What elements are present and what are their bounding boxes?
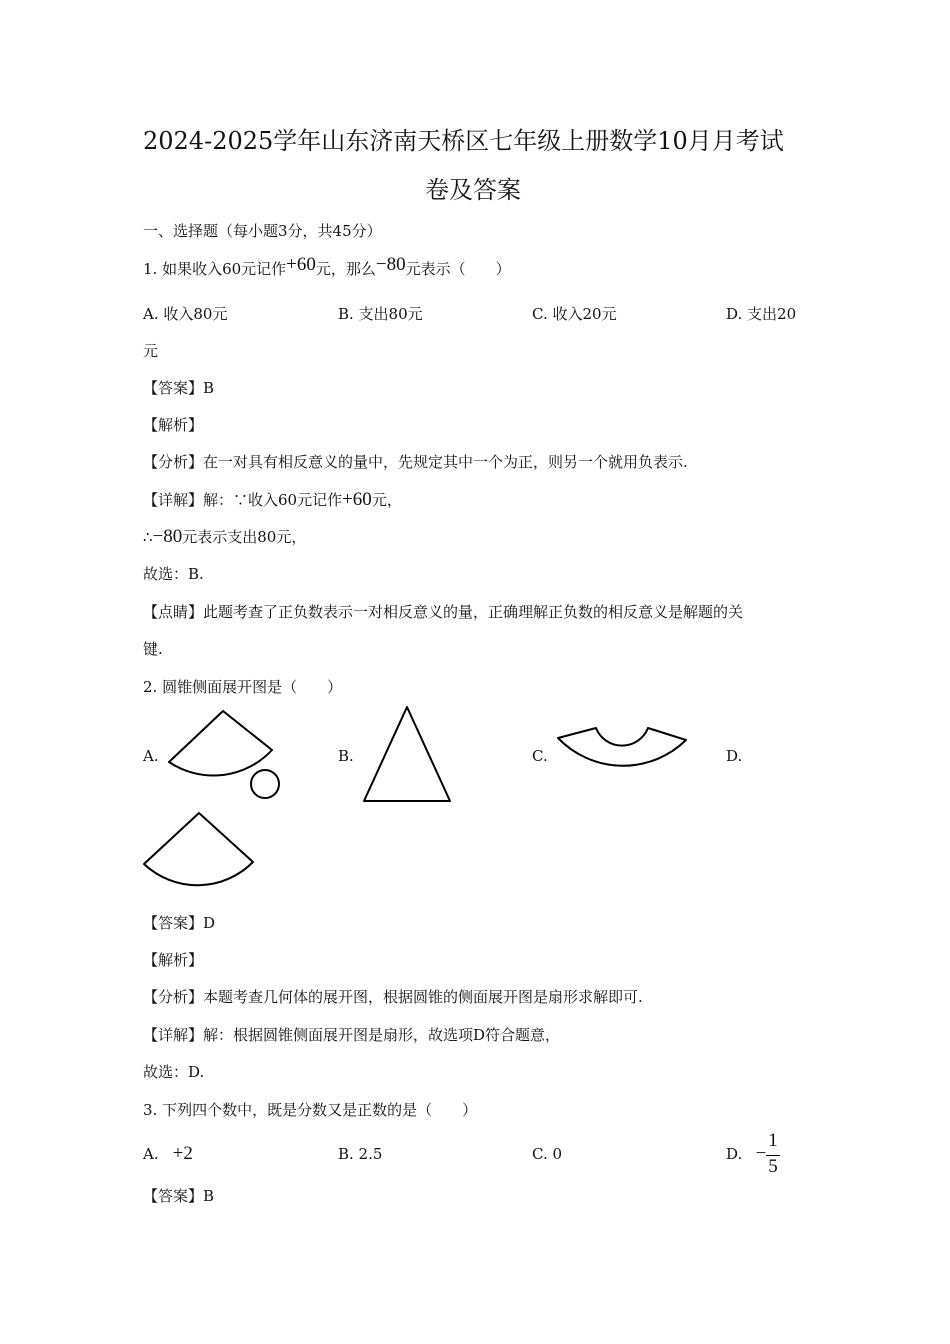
- q1-detail-text: 【详解】解：∵收入60元记作: [143, 491, 343, 509]
- q1-analysis-heading: 【解析】: [143, 416, 204, 434]
- page-title-line2: 卷及答案: [425, 176, 521, 204]
- q3-option-c: C. 0: [532, 1145, 563, 1163]
- q1-value-positive: +60: [286, 254, 316, 275]
- q1-stem-mid: 元，那么: [315, 260, 376, 278]
- q1-option-d-wrap: 元: [143, 342, 159, 360]
- q3-option-a-value: +2: [172, 1143, 193, 1164]
- q1-choose: 故选：B.: [143, 565, 204, 583]
- q1-stem: [143, 254, 511, 279]
- q3-stem: 3. 下列四个数中，既是分数又是正数的是（ ）: [143, 1101, 478, 1119]
- q2-figure-b-triangle: [360, 700, 460, 808]
- q1-stem-suffix: 元表示（ ）: [405, 260, 511, 278]
- q1-detail-value: +60: [342, 489, 372, 510]
- q1-option-d: D. 支出20: [726, 305, 797, 323]
- q2-label-a: A.: [143, 747, 159, 765]
- q1-therefore-text: 元表示支出80元，: [182, 528, 307, 546]
- q3-option-d-numerator: 1: [768, 1130, 778, 1151]
- q2-analysis: 【分析】本题考查几何体的展开图，根据圆锥的侧面展开图是扇形求解即可.: [143, 988, 643, 1006]
- q1-stem-prefix: 1. 如果收入60元记作: [143, 260, 287, 278]
- q2-label-b: B.: [338, 747, 354, 765]
- q1-option-a: A. 收入80元: [143, 305, 228, 323]
- q3-option-a: [143, 1144, 193, 1164]
- q2-label-d: D.: [726, 747, 743, 765]
- q1-option-c: C. 收入20元: [532, 305, 617, 323]
- page-title-line1: 2024-2025学年山东济南天桥区七年级上册数学10月月考试: [143, 127, 784, 155]
- therefore-symbol: ∴: [143, 528, 153, 546]
- q1-therefore-value: −80: [152, 526, 183, 547]
- q1-analysis: 【分析】在一对具有相反意义的量中，先规定其中一个为正，则另一个就用负表示.: [143, 453, 688, 471]
- q1-comment-line1: 【点睛】此题考查了正负数表示一对相反意义的量，正确理解正负数的相反意义是解题的关: [143, 603, 744, 621]
- q3-option-a-label: A.: [143, 1145, 159, 1163]
- q3-option-b: B. 2.5: [338, 1145, 383, 1163]
- q1-detail: [143, 490, 402, 510]
- q2-label-c: C.: [532, 747, 548, 765]
- q3-option-d-sign: −: [755, 1143, 767, 1164]
- q2-analysis-heading: 【解析】: [143, 951, 204, 969]
- q2-choose: 故选：D.: [143, 1063, 205, 1081]
- section-heading: 一、选择题（每小题3分，共45分）: [143, 222, 382, 240]
- q2-answer: 【答案】D: [143, 914, 216, 932]
- q3-answer: 【答案】B: [143, 1187, 215, 1205]
- q2-figure-c-annular-sector: [550, 720, 695, 785]
- q2-figure-a-sector-with-circle: [160, 705, 290, 805]
- q1-answer: 【答案】B: [143, 379, 215, 397]
- q1-detail-tail: 元，: [371, 491, 402, 509]
- q1-value-negative: −80: [375, 254, 406, 275]
- q1-comment-line2: 键.: [143, 640, 163, 658]
- q1-therefore: [143, 527, 306, 547]
- q3-option-d-denominator: 5: [768, 1156, 778, 1177]
- q2-figure-d-sector: [140, 808, 260, 900]
- q1-option-b: B. 支出80元: [338, 305, 423, 323]
- q2-stem: 2. 圆锥侧面展开图是（ ）: [143, 678, 343, 696]
- q3-option-d-label: D.: [726, 1145, 743, 1163]
- q2-detail: 【详解】解：根据圆锥侧面展开图是扇形，故选项D符合题意，: [143, 1026, 561, 1044]
